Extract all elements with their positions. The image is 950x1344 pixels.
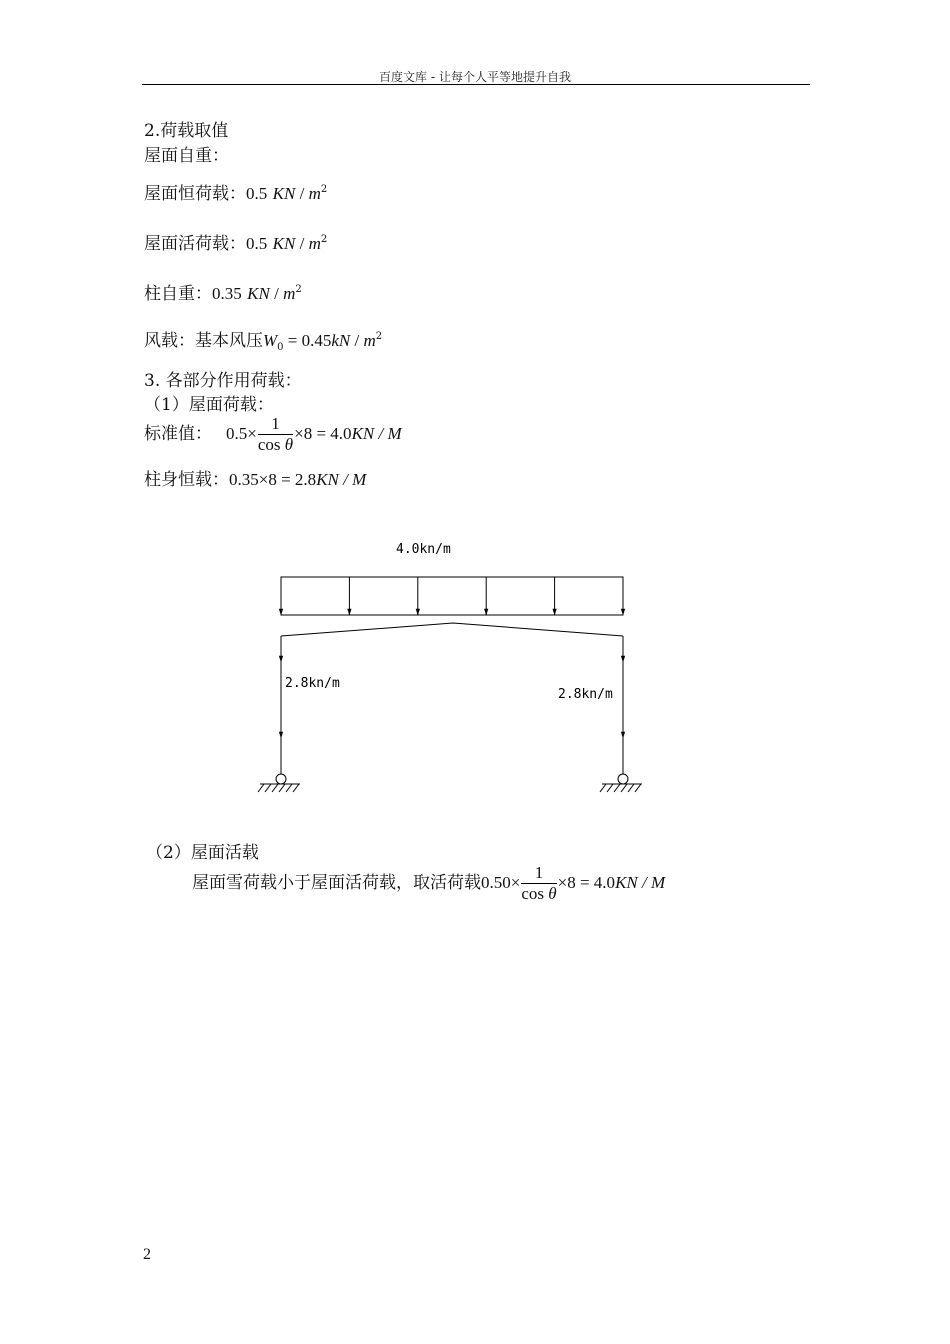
wind-load-unit-m: m xyxy=(363,331,376,350)
standard-tail: ×8 = 4.0 xyxy=(294,424,352,443)
snow-load-line xyxy=(192,863,665,904)
snow-fraction-cos: cos xyxy=(521,884,545,903)
section2-heading: 2.荷载取值 xyxy=(144,121,229,141)
column-weight-unit-kn: KN xyxy=(247,284,270,303)
roof-rafter xyxy=(281,623,623,636)
snow-fraction-num: 1 xyxy=(521,863,556,884)
standard-value-line xyxy=(144,414,402,455)
wind-load-symbol-sub: 0 xyxy=(277,342,284,353)
dead-load-line xyxy=(144,179,327,204)
column-weight-unit-m: m xyxy=(283,284,296,303)
dead-load-value: 0.5 xyxy=(246,184,268,203)
wind-load-line xyxy=(144,326,382,353)
roof-load-arrows xyxy=(281,577,623,615)
live-load-unit-kn: KN xyxy=(272,234,296,253)
column-weight-label: 柱自重： xyxy=(144,284,212,304)
standard-fraction-num: 1 xyxy=(258,414,293,435)
roof-load-label: 4.0kn/m xyxy=(396,542,451,557)
wind-load-equals: = 0.45 xyxy=(283,331,332,350)
right-column-load-label: 2.8kn/m xyxy=(558,687,613,702)
self-weight-label: 屋面自重： xyxy=(144,146,229,166)
column-dead-line xyxy=(144,465,366,490)
column-weight-line xyxy=(144,279,302,304)
live-load-value: 0.5 xyxy=(246,234,268,253)
right-pin-support xyxy=(600,774,642,792)
standard-label: 标准值： xyxy=(144,424,212,444)
left-pin-support xyxy=(258,774,300,792)
column-dead-lead: 0.35×8 = 2.8 xyxy=(229,470,317,489)
snow-fraction-den xyxy=(521,884,556,904)
page-header: 百度文库 - 让每个人平等地提升自我 xyxy=(379,70,571,84)
sub1-heading: （1）屋面荷载： xyxy=(144,395,274,415)
standard-fraction-cos: cos xyxy=(257,435,281,454)
standard-lead: 0.5× xyxy=(226,424,257,443)
live-load-label: 屋面活荷载： xyxy=(144,234,246,254)
standard-unit: KN / M xyxy=(351,424,402,443)
portal-frame-diagram xyxy=(240,530,670,800)
wind-load-unit-kn: kN xyxy=(331,331,351,350)
sub2-heading: （2）屋面活载 xyxy=(146,843,259,863)
column-weight-value: 0.35 xyxy=(212,284,242,303)
header-rule xyxy=(142,84,810,85)
snow-text: 屋面雪荷载小于屋面活荷载，取活荷载 xyxy=(192,873,481,893)
live-load-unit-m: m xyxy=(308,234,321,253)
wind-load-unit-slash: / xyxy=(350,331,364,350)
wind-load-label: 风载：基本风压 xyxy=(144,331,263,351)
live-load-line xyxy=(144,229,327,254)
page-number: 2 xyxy=(143,1246,151,1263)
roof-load-block xyxy=(281,577,623,615)
snow-tail: ×8 = 4.0 xyxy=(557,873,616,892)
column-weight-unit-exp: 2 xyxy=(295,284,302,295)
column-dead-label: 柱身恒载： xyxy=(144,470,229,490)
snow-fraction xyxy=(521,863,556,904)
dead-load-label: 屋面恒荷载： xyxy=(144,184,246,204)
standard-fraction-theta: θ xyxy=(284,435,294,454)
dead-load-unit-slash: / xyxy=(295,184,309,203)
snow-fraction-theta: θ xyxy=(548,884,557,903)
standard-fraction xyxy=(258,414,293,455)
left-column-load-label: 2.8kn/m xyxy=(285,676,340,691)
dead-load-unit-m: m xyxy=(308,184,321,203)
wind-load-unit-exp: 2 xyxy=(375,331,383,342)
live-load-unit-exp: 2 xyxy=(320,234,328,245)
live-load-unit-slash: / xyxy=(295,234,309,253)
section3-heading: 3. 各部分作用荷载： xyxy=(144,371,302,391)
snow-unit: KN / M xyxy=(615,873,666,892)
snow-lead: 0.50× xyxy=(481,873,521,892)
dead-load-unit-exp: 2 xyxy=(320,184,328,195)
column-dead-unit: KN / M xyxy=(316,470,367,489)
column-weight-unit-slash: / xyxy=(269,284,284,303)
dead-load-unit-kn: KN xyxy=(272,184,296,203)
wind-load-symbol: W xyxy=(263,331,278,350)
standard-fraction-den xyxy=(258,435,293,455)
